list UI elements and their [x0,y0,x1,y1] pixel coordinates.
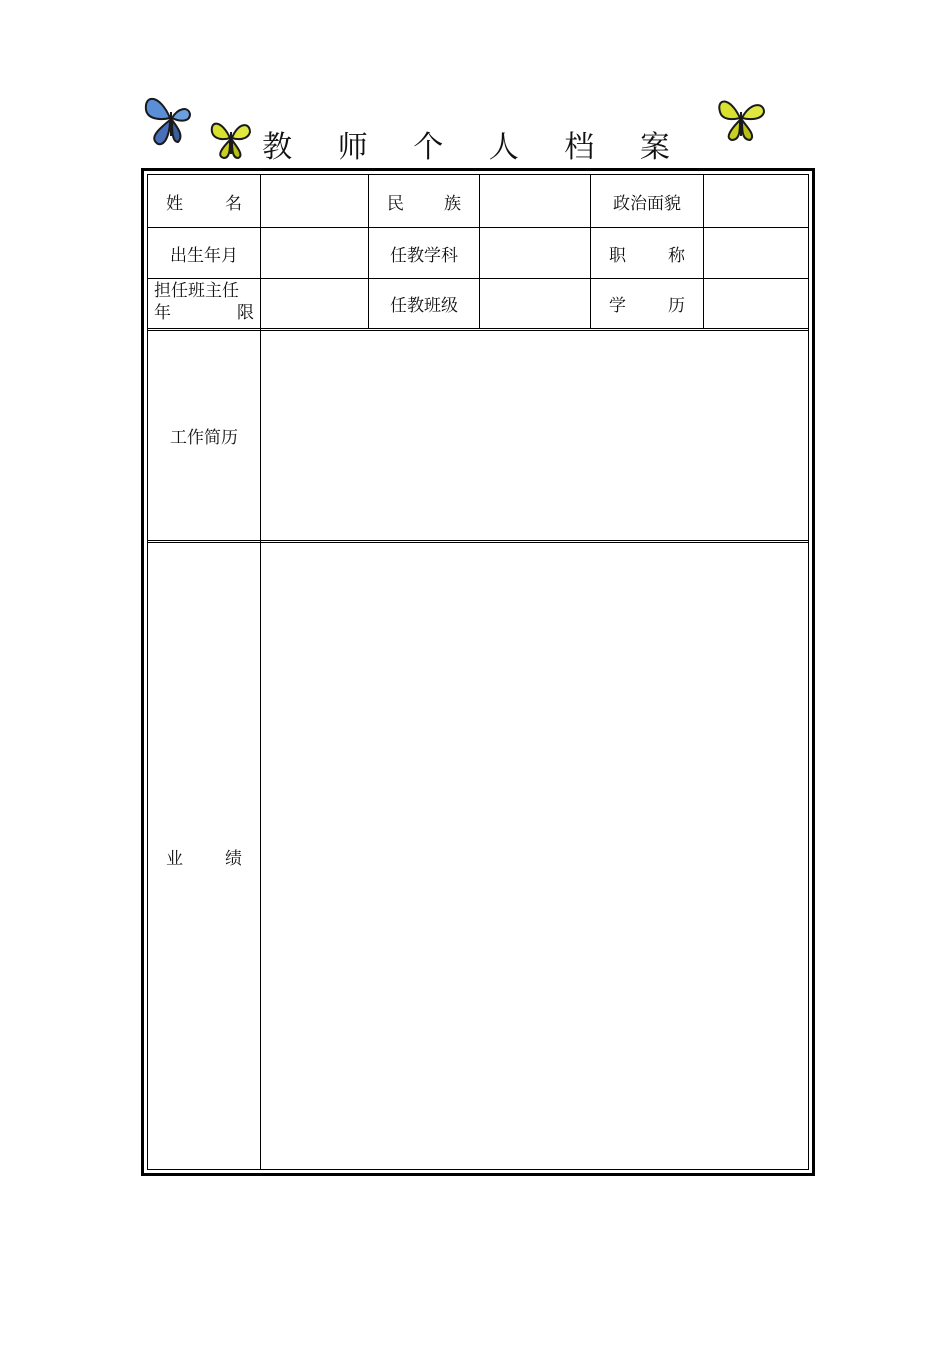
label-political-status: 政治面貌 [613,193,681,214]
title-rank-field[interactable] [704,228,810,278]
label-work-history: 工作简历 [170,428,238,448]
label-achievements: 业 绩 [166,848,242,869]
label-class: 任教班级 [390,296,458,316]
label-head-teacher-years: 担任班主任 年 限 [154,281,254,323]
political-status-field[interactable] [704,175,810,227]
birth-date-field[interactable] [261,228,368,278]
subject-field[interactable] [480,228,590,278]
name-field[interactable] [261,175,368,227]
achievements-field[interactable] [261,543,810,1169]
ethnicity-field[interactable] [480,175,590,227]
head-teacher-years-field[interactable] [261,279,368,328]
class-field[interactable] [480,279,590,328]
form-grid [147,174,809,1170]
page-title: 教 师 个 人 档 案 [262,130,688,165]
label-name: 姓 名 [166,193,242,214]
label-birth-date: 出生年月 [170,245,238,266]
label-education: 学 历 [609,296,685,316]
archive-form [141,168,815,1176]
education-field[interactable] [704,279,810,328]
label-title-rank: 职 称 [609,245,685,266]
work-history-field[interactable] [261,331,810,540]
label-subject: 任教学科 [390,245,458,266]
label-ethnicity: 民 族 [387,193,461,214]
